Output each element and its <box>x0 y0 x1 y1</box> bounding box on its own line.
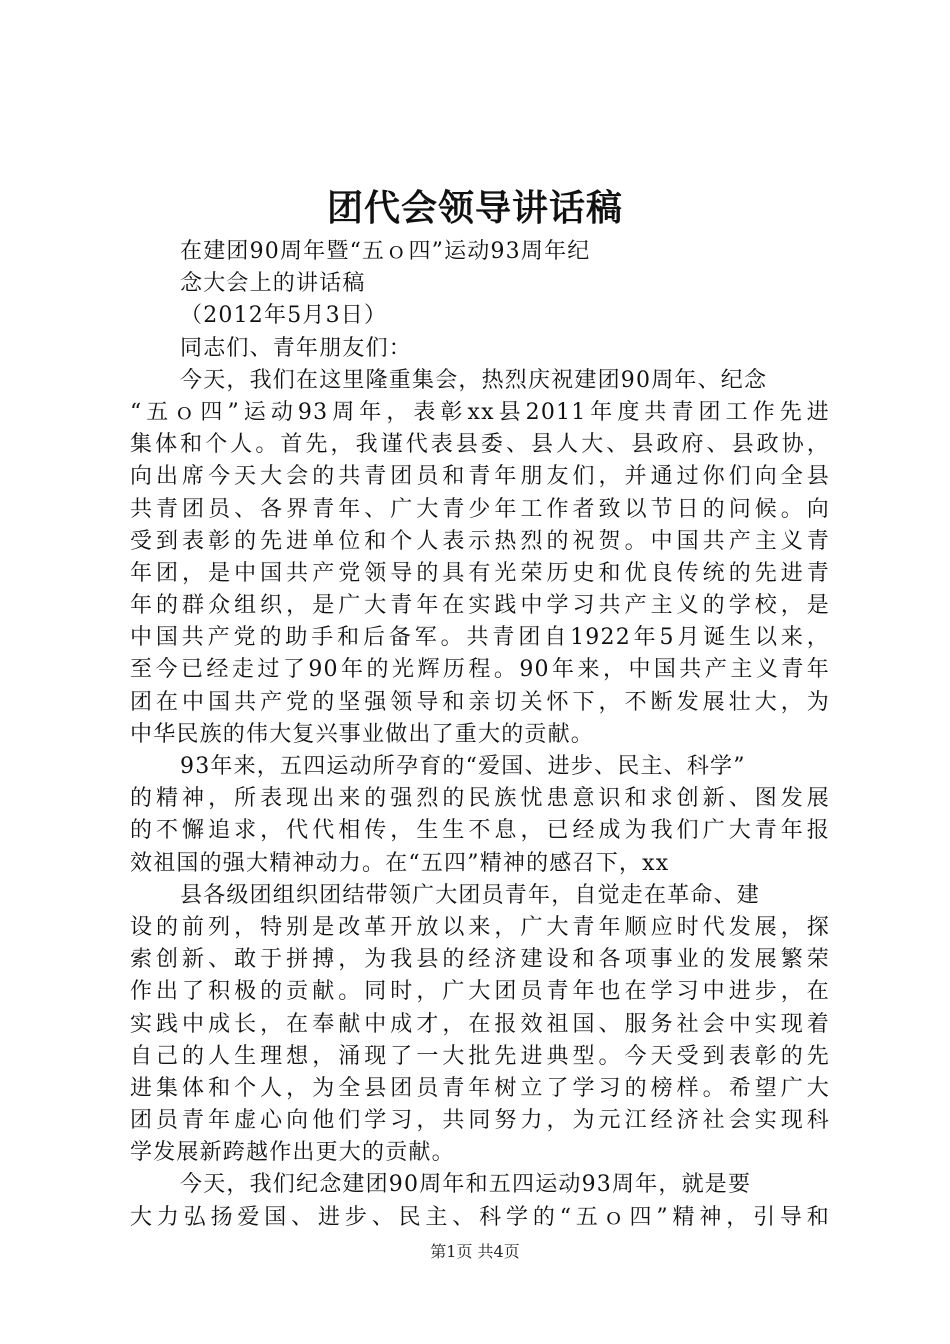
text-line: 今天，我们纪念建团90周年和五四运动93周年，就是要 <box>180 1172 752 1198</box>
text-line: 同志们、青年朋友们： <box>180 335 413 361</box>
text-line: “五ｏ四”运动93周年，表彰xx县2011年度共青团工作先进 <box>130 399 830 425</box>
text-line: 团在中国共产党的坚强领导和亲切关怀下，不断发展壮大，为 <box>130 689 830 715</box>
text-line: 设的前列，特别是改革开放以来，广大青年顺应时代发展，探 <box>130 914 830 940</box>
text-line: 团员青年虚心向他们学习，共同努力，为元江经济社会实现科 <box>130 1108 830 1134</box>
text-line: 中华民族的伟大复兴事业做出了重大的贡献。 <box>130 721 595 747</box>
text-line: 集体和个人。首先，我谨代表县委、县人大、县政府、县政协， <box>130 432 830 458</box>
text-line: 念大会上的讲话稿 <box>180 271 366 297</box>
text-line: 索创新、敢于拼搏，为我县的经济建设和各项事业的发展繁荣 <box>130 947 830 973</box>
document-body <box>130 236 830 1234</box>
text-line: 共青团员、各界青年、广大青少年工作者致以节日的问候。向 <box>130 496 830 522</box>
text-line: 今天，我们在这里隆重集会，热烈庆祝建团90周年、纪念 <box>180 367 768 393</box>
text-line: 93年来，五四运动所孕育的“爱国、进步、民主、科学” <box>180 754 746 779</box>
text-line: 实践中成长，在奉献中成才，在报效祖国、服务社会中实现着 <box>130 1011 830 1037</box>
text-line: 在建团90周年暨“五ｏ四”运动93周年纪 <box>180 239 591 264</box>
text-line: 学发展新跨越作出更大的贡献。 <box>130 1140 455 1166</box>
page-footer: 第1页 共4页 <box>430 1242 520 1261</box>
text-line: 作出了积极的贡献。同时，广大团员青年也在学习中进步，在 <box>130 979 830 1005</box>
text-line: 年的群众组织，是广大青年在实践中学习共产主义的学校，是 <box>130 593 830 619</box>
text-line: 县各级团组织团结带领广大团员青年，自觉走在革命、建 <box>180 882 761 908</box>
text-line: （2012年5月3日） <box>180 303 388 329</box>
text-line: 自己的人生理想，涌现了一大批先进典型。今天受到表彰的先 <box>130 1043 830 1069</box>
text-line: 向出席今天大会的共青团员和青年朋友们，并通过你们向全县 <box>130 464 830 490</box>
text-line: 大力弘扬爱国、进步、民主、科学的“五ｏ四”精神，引导和 <box>130 1204 830 1230</box>
text-line: 效祖国的强大精神动力。在“五四”精神的感召下，xx <box>130 850 670 876</box>
text-line: 受到表彰的先进单位和个人表示热烈的祝贺。中国共产主义青 <box>130 528 830 554</box>
text-line: 至今已经走过了90年的光辉历程。90年来，中国共产主义青年 <box>130 657 830 683</box>
text-line: 年团，是中国共产党领导的具有光荣历史和优良传统的先进青 <box>130 560 830 586</box>
text-line: 进集体和个人，为全县团员青年树立了学习的榜样。希望广大 <box>130 1075 830 1101</box>
text-line: 的精神，所表现出来的强烈的民族忧患意识和求创新、图发展 <box>130 786 830 812</box>
page-title: 团代会领导讲话稿 <box>326 187 623 229</box>
text-line: 的不懈追求，代代相传，生生不息，已经成为我们广大青年报 <box>130 818 830 844</box>
text-line: 中国共产党的助手和后备军。共青团自1922年5月诞生以来， <box>130 625 830 651</box>
